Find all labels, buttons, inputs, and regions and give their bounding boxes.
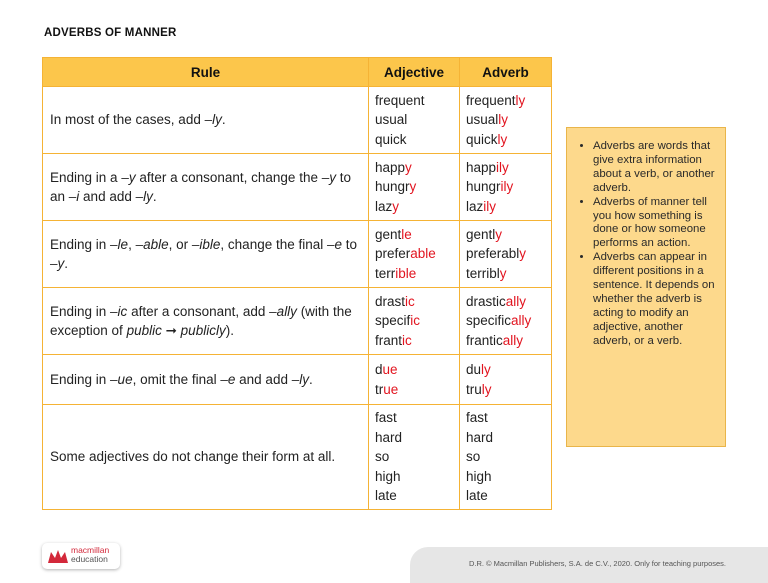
text-fragment: . [308,371,313,387]
adjective-word [375,311,455,331]
suffix-highlight: ally [511,313,532,329]
text-fragment: happ [375,159,406,175]
adverb-word [466,264,547,284]
text-fragment: gent [375,226,402,242]
rule-cell [43,355,369,405]
text-fragment: and add [235,371,292,387]
adverb-word [466,130,547,150]
suffix-highlight: y [495,226,503,242]
adverb-cell [460,288,552,355]
text-fragment: . [64,256,69,271]
suffix-highlight: y [392,198,400,214]
text-fragment: to an [50,169,351,204]
adverb-cell [460,87,552,154]
adjective-word [375,408,455,428]
copyright-text: D.R. © Macmillan Publishers, S.A. de C.V., 2020. Only for teaching purposes. [468,559,726,568]
text-fragment: laz [466,198,484,214]
text-fragment: –y [50,256,65,271]
text-fragment: to [342,236,358,252]
text-fragment: –ly [135,189,153,204]
text-fragment: terr [375,265,396,281]
text-fragment: fast [466,410,488,426]
suffix-highlight: ible [395,265,417,281]
info-note: • Adverbs of manner tell you how something is done or how someone performs an action. [593,196,717,252]
adjective-word [375,447,455,467]
adjective-word [375,467,455,487]
suffix-highlight: ly [515,92,526,108]
text-fragment: –ly [291,371,309,387]
text-fragment: usual [375,112,408,128]
adverbs-info-box [566,127,726,447]
adjective-word [375,130,455,150]
adjective-cell [369,87,460,154]
text-fragment: Some adjectives do not change their form at all. [50,449,336,465]
adverb-word [466,311,547,331]
text-fragment: frequent [375,92,425,108]
macmillan-logo-icon [48,549,68,563]
adjective-word [375,264,455,284]
text-fragment: so [375,449,390,465]
text-fragment: quick [466,131,498,147]
adjective-word [375,158,455,178]
text-fragment: –y [121,169,136,185]
text-fragment: –e [220,371,236,387]
text-fragment: Ending in a [50,169,122,185]
adverb-word [466,486,547,506]
text-fragment: happ [466,159,497,175]
adjective-cell [369,221,460,288]
text-fragment: –ic [110,303,128,319]
rule-cell [43,405,369,510]
text-fragment: frequent [466,92,516,108]
text-fragment: after a consonant, change the [135,169,322,185]
text-fragment: laz [375,198,393,214]
text-fragment: , omit the final [132,371,221,387]
adverb-word [466,177,547,197]
adjective-word [375,428,455,448]
text-fragment: –ly [204,112,222,128]
info-note: • Adverbs are words that give extra information about a verb, or another adverb. [593,140,717,196]
text-fragment: terribl [466,265,500,281]
suffix-highlight: y [499,265,507,281]
page-title: ADVERBS OF MANNER [44,27,177,39]
text-fragment: gentl [466,226,496,242]
text-fragment: –i [68,189,80,204]
adverb-word [466,197,547,217]
text-fragment: fast [375,410,397,426]
footer-bar [410,547,768,583]
adjective-word [375,360,455,380]
adverb-word [466,408,547,428]
text-fragment: drast [375,293,406,309]
text-fragment: high [466,468,492,484]
adjective-word [375,292,455,312]
rule-cell [43,288,369,355]
suffix-highlight: ly [481,362,491,377]
text-fragment: drastic [466,293,506,309]
text-fragment: –ally [269,303,297,319]
adjective-word [375,91,455,111]
adjective-word [375,197,455,217]
adverb-cell [460,355,552,405]
suffix-highlight: ly [497,131,508,147]
text-fragment: ). [225,323,234,338]
text-fragment: Ending in [50,371,111,387]
text-fragment: preferabl [466,246,520,262]
text-fragment: late [375,488,397,504]
text-fragment: specific [466,313,512,329]
table-row [43,221,552,288]
suffix-highlight: ly [481,381,492,397]
adverb-column-header: Adverb [460,58,552,87]
suffix-highlight: y [409,179,417,195]
text-fragment: (with the exception of [50,303,352,338]
rule-cell [43,87,369,154]
text-fragment: –ue [110,371,133,387]
adverb-word [466,380,547,400]
suffix-highlight: le [401,226,412,242]
adverb-word [466,244,547,264]
adverb-word [466,331,547,351]
text-fragment: hard [466,429,494,445]
text-fragment: Ending in [50,236,111,252]
text-fragment: so [466,449,481,465]
text-fragment: late [466,488,488,504]
suffix-highlight: ally [505,293,527,309]
table-row [43,405,552,510]
text-fragment: prefer [375,246,411,262]
adjective-word [375,380,455,400]
suffix-highlight: ally [502,332,524,348]
text-fragment: . [221,112,226,128]
rule-cell [43,221,369,288]
suffix-highlight: ic [410,313,421,329]
text-fragment: d [375,362,383,377]
adjective-cell [369,288,460,355]
adjective-word [375,225,455,245]
text-fragment: hard [375,429,403,445]
table-row [43,87,552,154]
suffix-highlight: ic [405,293,415,309]
suffix-highlight: ily [500,179,514,195]
suffix-highlight: able [410,246,436,262]
text-fragment: In most of the cases, add [50,112,205,128]
adjective-cell [369,355,460,405]
adverb-word [466,292,547,312]
adverb-rules-table [42,57,552,510]
suffix-highlight: ily [496,159,509,175]
adverb-cell [460,154,552,221]
adverb-word [466,467,547,487]
adverb-cell [460,405,552,510]
text-fragment: frantic [466,332,503,348]
text-fragment: and add [79,189,136,204]
suffix-highlight: y [519,246,527,262]
macmillan-education-logo [42,543,120,569]
text-fragment: tr [375,381,384,397]
adverb-word [466,360,547,380]
text-fragment: hungr [466,179,501,195]
text-fragment: publicly [180,323,226,338]
adjective-column-header: Adjective [369,58,460,87]
suffix-highlight: ly [498,112,509,128]
adjective-cell [369,405,460,510]
adverb-word [466,91,547,111]
text-fragment: tru [466,381,482,397]
adjective-word [375,486,455,506]
text-fragment: public [126,323,162,338]
adverb-word [466,110,547,130]
adverb-word [466,447,547,467]
table-header-row [43,58,552,87]
table-row [43,288,552,355]
text-fragment: du [466,362,482,377]
text-fragment: after a consonant, add [127,303,270,319]
text-fragment: . [152,189,157,204]
suffix-highlight: ily [483,198,497,214]
text-fragment: , or [168,236,192,252]
table-row [43,355,552,405]
text-fragment: usual [466,112,499,128]
adjective-cell [369,154,460,221]
rule-cell [43,154,369,221]
text-fragment: , [128,236,136,252]
adjective-word [375,331,455,351]
logo-line-1: macmillan [71,545,110,555]
text-fragment: –le [110,236,129,252]
text-fragment: , change the final [220,236,327,252]
info-note: • Adverbs can appear in different positions in a sentence. It depends on whether the adverb is acting to modify an adjective, another adverb, or a verb. [593,251,717,348]
text-fragment: high [375,468,401,484]
text-fragment: specif [375,313,411,329]
text-fragment: ➞ [161,323,181,338]
text-fragment: –ible [191,236,221,252]
logo-line-2: education [71,554,108,564]
text-fragment: –e [327,236,343,252]
text-fragment: Ending in [50,303,111,319]
table-row [43,154,552,221]
suffix-highlight: ue [382,362,398,377]
text-fragment: hungr [375,179,410,195]
text-fragment: frant [375,332,403,348]
adverb-word [466,428,547,448]
adjective-word [375,244,455,264]
suffix-highlight: y [405,159,412,175]
suffix-highlight: ic [402,332,412,348]
text-fragment: quick [375,131,407,147]
suffix-highlight: ue [383,381,399,397]
adverb-cell [460,221,552,288]
rule-column-header: Rule [43,58,369,87]
adverb-word [466,158,547,178]
text-fragment: –able [135,236,169,252]
adjective-word [375,177,455,197]
adjective-word [375,110,455,130]
adverb-word [466,225,547,245]
text-fragment: –y [321,169,336,185]
